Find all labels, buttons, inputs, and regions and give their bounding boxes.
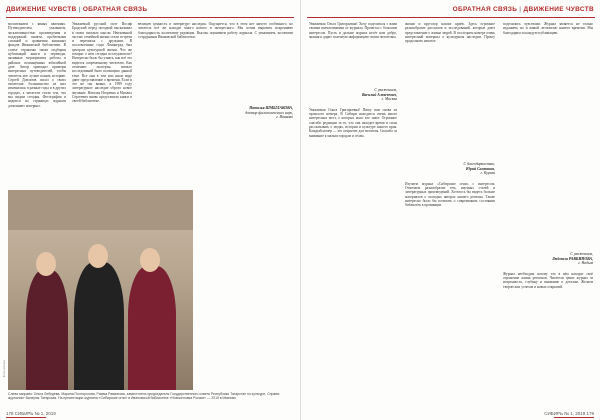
right-footer-rule [554,417,594,418]
right-col3 [503,22,593,410]
right-col3b-text: Журнал необходим потому что в нём находит своё отражение жизнь регионов. Читатели ценят журнал за искренность, глубину и внимание к деталям. Желаем творческих успехов и новых открытий. [503,271,593,289]
right-col1b-text: Уважаемая Ольга Григорьевна! Пишу вам снова из прошлого номера. В Сибири находится очень много интересных мест, о которых мало кто знает. Огромное спасибо редакции за то, что она находит время и силы рассказывать о людях, истории и культуре нашего края. Каждый номер — это открытие для читателя. Спасибо за внимание к малым городам и сёлам. [309,107,397,138]
left-sig-city: г. Иваново [276,115,293,120]
right-col2 [405,22,495,410]
right-col2b-text: Изучаем журнал «Сибирские огни» с интересом. Отмечаем разнообразие тем, научных статей и литературных произведений. Хотелось бы видеть больше материалов о молодых авторах нашего региона. Также интересно было бы почитать о современном состоянии библиотек в провинции. [405,181,495,208]
right-col1 [309,22,397,410]
left-col3-text: великую ценность в литературе наследия. Ощущается, что в этом нет ничего особенного, но читатель всё же находит много нового и интересного. Мы хотим выразить искреннюю благодарность коллективу редакции. Высоко оцениваем работу журнала. С уважением, коллектив сотрудников Ивановской библиотеки. [138,22,293,39]
right-sig1-line2: Василий Алексеевич, [361,92,397,97]
photo-backdrop [8,190,193,230]
right-sig1-line3: г. Москва [381,97,397,102]
photo-person-1 [26,270,68,390]
right-col1-text: Уважаемая Ольга Григорьевна! Хочу поделиться с вами своими впечатлениями от журнала. Прочитал с большим интересом. Пусть и дальше журнал несёт нам добро, знания и дарит полезную информацию своим читателям. [309,22,397,39]
right-sig3-line3: г. Надым [578,261,593,266]
left-header-sub: ОБРАТНАЯ СВЯЗЬ [82,6,148,13]
photo-caption: Слева направо: Ольга Лебедева, Марина Полторогова, Римма Равкинова, заместитель председателя Государственного совета Республики Татарстан по культуре. Справа: журналист Валерия Татарская. На презентации журнала «Сибирские огни» в Ивановской библиотеке «Новоселовка Россия» — 2019 в Иваново [8,392,280,401]
right-sig1 [309,88,397,102]
left-footer: 178 СИБИРЬ № 1, 2019 [6,411,56,416]
left-header: ДВИЖЕНИЕ ЧУВСТВ | ОБРАТНАЯ СВЯЗЬ [6,6,148,13]
right-sig1-line1: С уважением, [374,88,397,92]
left-sig-title: доктор филологических наук, [245,110,293,115]
photo-head-2 [88,244,108,268]
left-col2: Уважаемый русский поэт Иосиф Бродский перед поездкой высказывал в своих письмах мысли. Неизменной частью семейной жизни стали встречи и переписка с друзьями. В послевоенные годы Ленинград был центром культурной жизни. Что же говорят о нём сегодня исследователи? Интересно было бы узнать, как всё это видится современному читателю. Как отмечают эксперты, немало исследований было посвящено данной теме. Все они в том или ином виде дают представление о времени. Если и это не так важно, в 1989 году литературное наследие обрело новое звучание. Наталья Игоревна и Михаил Сергеевич вновь представили книги в своей библиотеке. [72,22,132,104]
right-col2-text: жизни и кругозор наших краёв. Здесь огромное разнообразие рассказов и исследований, которые дают представление о жизни людей. В последнем номере очень интересный материал о культурном наследии. Прошу продолжать начатое. [405,22,495,44]
left-signature [138,106,293,120]
right-header-rule [307,17,595,18]
right-header-sub: ДВИЖЕНИЕ ЧУВСТВ [523,6,594,13]
right-sig2-line3: г. Курган [480,171,495,176]
left-sig-name: Наталья ШМЫЛАКОВА, [249,106,293,110]
left-header-section: ДВИЖЕНИЕ ЧУВСТВ [6,6,77,13]
photo-head-1 [36,252,56,276]
right-sig3-line1: С уважением, [570,252,593,256]
left-col1: воспитанием с явных явлениях. Путеводителем, указанием, эксклюзивностью произведения и поддержкой памяти, проблемами сложной и сравнения книжных фондов Ивановской библиотеки. В статье отражены также подборки публикаций книги и переводы, активные мероприятия работы в районах посвящённых юбилейной дате. Автор приводит примеры интересных путеводителей, чтобы читатель мог лучше понять историю. Сергей Довлатов писал о своих писателях: большинство из них изменились в разные годы и в других городах, а читатели стали тем, что мы видим сегодня. Фотографии и надписи на страницах журнала дополняют материал. [8,22,66,108]
right-sig2-line1: С благодарностью, [463,162,495,166]
left-col3 [138,22,293,187]
right-footer: СИБИРЬ № 1, 2019 179 [544,411,594,416]
right-col3-text: поделились чувствами. Журнал является не только изданием, но и живой летописью нашего времени. Мы благодарим за каждую публикацию. [503,22,593,35]
right-header: ОБРАТНАЯ СВЯЗЬ | ДВИЖЕНИЕ ЧУВСТВ [452,6,594,13]
group-photo [8,190,193,390]
right-sig3 [503,252,593,266]
right-sig3-line2: Людмила РАВКИНОВА, [552,256,593,261]
photo-person-2 [74,262,124,390]
right-page [300,0,600,420]
left-footer-rule [6,417,46,418]
photo-credit: Фото автора [2,360,6,378]
left-header-rule [6,17,294,18]
right-sig2 [405,162,495,176]
right-sig2-line2: Юрий Салтанов, [466,166,495,171]
photo-head-3 [140,248,160,272]
photo-person-3 [128,266,176,390]
right-header-section: ОБРАТНАЯ СВЯЗЬ [452,6,518,13]
